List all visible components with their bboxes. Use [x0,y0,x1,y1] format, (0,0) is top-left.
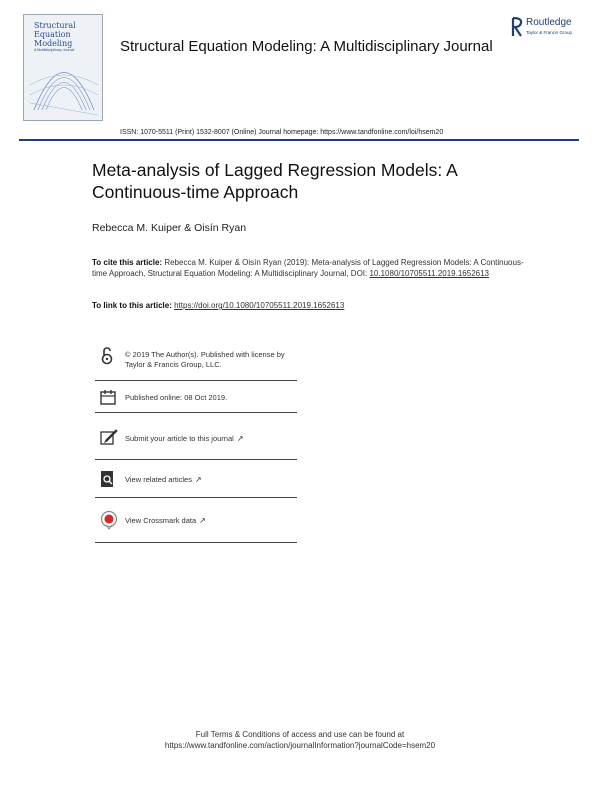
open-lock-icon [100,347,114,365]
submit-article-row[interactable] [95,424,297,460]
related-articles-link[interactable]: View related articles ↗ [125,475,202,484]
paper-title: Meta-analysis of Lagged Regression Models: A Continuous-time Approach [92,160,457,202]
published-date-text: Published online: 08 Oct 2019. [125,393,228,402]
open-access-text: © 2019 The Author(s). Published with license by Taylor & Francis Group, LLC. [125,350,285,369]
routledge-logo-icon [510,16,524,38]
external-link-icon: ↗ [199,516,206,525]
crossmark-icon [100,510,118,530]
edit-pencil-icon [100,429,118,445]
citation-block [92,257,532,279]
crossmark-link[interactable]: View Crossmark data ↗ [125,516,206,525]
footer-terms-link[interactable]: https://www.tandfonline.com/action/journalInformation?journalCode=hsem20 [164,741,436,750]
publisher-name: Routledge [526,17,572,28]
external-link-icon: ↗ [236,434,244,443]
journal-cover [23,14,103,121]
publisher-tagline: Taylor & Francis Group [526,30,573,35]
citation-doi-link[interactable]: 10.1080/10705511.2019.1652613 [369,269,489,278]
cover-title: Structural Equation Modeling A Multidisciplinary Journal [34,21,76,52]
link-label: To link to this article: [92,301,175,310]
search-document-icon [100,470,116,488]
journal-homepage-link[interactable]: https://www.tandfonline.com/loi/hsem20 [320,129,444,136]
header-divider [19,139,579,141]
publisher-logo [510,16,590,46]
article-doi-url-link[interactable]: https://doi.org/10.1080/10705511.2019.1652613 [174,301,345,310]
citation-label: To cite this article: [92,258,163,267]
article-link-block [92,301,532,310]
issn-text: ISSN: 1070-5511 (Print) 1532-8007 (Online) Journal homepage: [120,129,321,136]
external-link-icon: ↗ [194,475,202,484]
footer-line-1: Full Terms & Conditions of access and use can be found at [195,730,405,739]
citation-text: Rebecca M. Kuiper & Oisín Ryan (2019): Meta-analysis of Lagged Regression Models: A Continuous-time Approach, Structural Equation Modeling: A Multidisciplinary Journal, DOI: [92,258,524,278]
calendar-icon [100,389,116,405]
open-access-row [95,344,297,381]
terms-footer [0,729,600,751]
journal-title: Structural Equation Modeling: A Multidisciplinary Journal [120,38,493,55]
published-row [95,386,297,413]
related-articles-row[interactable] [95,465,297,498]
paper-authors: Rebecca M. Kuiper & Oisín Ryan [92,222,247,234]
submit-article-link[interactable]: Submit your article to this journal ↗ [125,434,244,443]
crossmark-row[interactable] [95,506,297,543]
issn-line [120,129,443,136]
